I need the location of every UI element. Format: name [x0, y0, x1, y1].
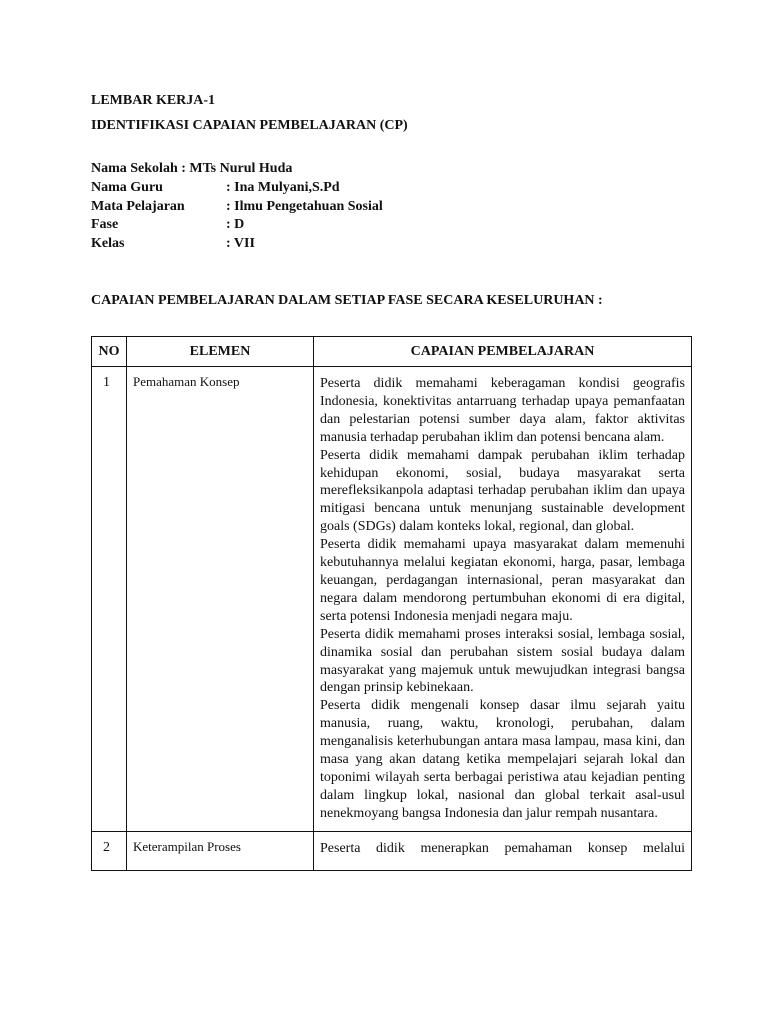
row-number: 2	[92, 831, 127, 870]
cp-paragraph: Peserta didik memahami upaya masyarakat dalam memenuhi kebutuhannya melalui kegiatan ekonomi, harga, pasar, lembaga keuangan, perdagangan internasional, peran masyarakat dan negara dalam mendorong pertumbuhan ekonomi di era digital, serta potensi Indonesia menjadi negara maju.	[320, 537, 685, 624]
row-capaian	[314, 831, 692, 870]
header-elemen: ELEMEN	[127, 337, 314, 367]
info-value: : D	[226, 217, 245, 232]
info-phase	[91, 215, 244, 234]
cp-paragraph: Peserta didik menerapkan pemahaman konsep melalui	[320, 840, 685, 856]
info-label: Fase	[91, 217, 119, 232]
cp-paragraph: Peserta didik memahami dampak perubahan iklim terhadap kehidupan ekonomi, sosial, budaya masyarakat serta merefleksikanpola adaptasi terhadap perubahan iklim dan upaya mitigasi bencana untuk menunjang sustainable development goals (SDGs) dalam konteks lokal, regional, dan global.	[320, 447, 685, 535]
cp-paragraph: Peserta didik memahami keberagaman kondisi geografis Indonesia, konektivitas antarruang terhadap upaya pemanfaatan dan pelestarian potensi sumber daya alam, faktor aktivitas manusia terhadap perubahan iklim dan potensi bencana alam.	[320, 376, 685, 445]
row-capaian	[314, 367, 692, 832]
cp-paragraph: Peserta didik memahami proses interaksi sosial, lembaga sosial, dinamika sosial dan perubahan sistem sosial budaya dalam masyarakat yang majemuk untuk mewujudkan integrasi bangsa dengan prinsip kebinekaan.	[320, 626, 685, 696]
info-label: Nama Sekolah	[91, 161, 178, 176]
table-row	[92, 367, 692, 832]
info-class	[91, 234, 255, 253]
table-header-row	[92, 337, 692, 367]
info-subject	[91, 197, 383, 216]
section-heading: CAPAIAN PEMBELAJARAN DALAM SETIAP FASE SECARA KESELURUHAN :	[91, 293, 603, 308]
table-row	[92, 831, 692, 870]
info-teacher	[91, 178, 340, 197]
worksheet-subtitle: IDENTIFIKASI CAPAIAN PEMBELAJARAN (CP)	[91, 118, 408, 133]
row-elemen: Keterampilan Proses	[127, 831, 314, 870]
worksheet-title: LEMBAR KERJA-1	[91, 93, 216, 108]
row-elemen: Pemahaman Konsep	[127, 367, 314, 832]
info-label: Nama Guru	[91, 180, 163, 195]
info-value: : VII	[226, 236, 255, 251]
info-value: : Ina Mulyani,S.Pd	[226, 180, 340, 195]
row-number: 1	[92, 367, 127, 832]
cp-paragraph: Peserta didik mengenali konsep dasar ilmu sejarah yaitu manusia, ruang, waktu, kronologi, perubahan, dalam menganalisis keterhubungan antara masa lampau, masa kini, dan masa yang akan datang ketika mempelajari sejarah lokal dan toponimi wilayah serta berbagai peristiwa atau kejadian penting dalam lingkup lokal, nasional dan global terkait asal-usul nenekmoyang bangsa Indonesia dan jalur rempah nusantara.	[320, 698, 685, 821]
cp-table	[91, 336, 692, 871]
info-label: Kelas	[91, 236, 125, 251]
info-value: : MTs Nurul Huda	[177, 161, 293, 176]
header-capaian: CAPAIAN PEMBELAJARAN	[314, 337, 692, 367]
header-no: NO	[92, 337, 127, 367]
info-label: Mata Pelajaran	[91, 199, 185, 214]
info-value: : Ilmu Pengetahuan Sosial	[226, 199, 383, 214]
info-school	[91, 159, 292, 178]
